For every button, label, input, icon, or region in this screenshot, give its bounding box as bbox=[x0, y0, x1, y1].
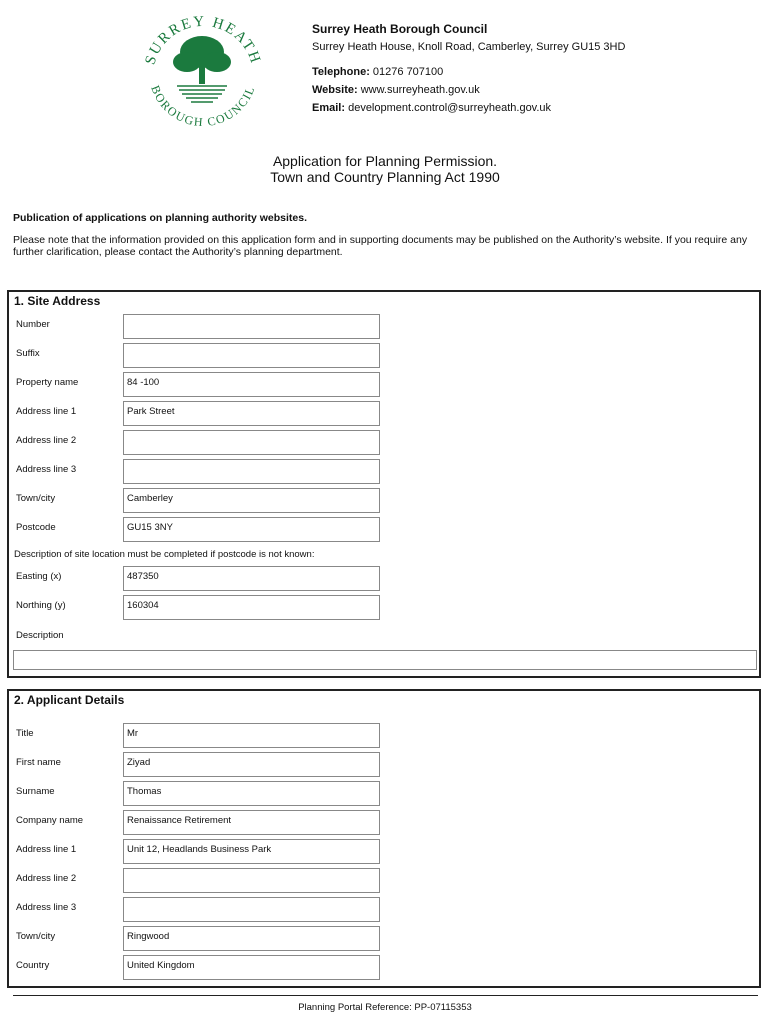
field-label: Address line 3 bbox=[16, 464, 77, 475]
council-telephone: Telephone: 01276 707100 bbox=[312, 66, 444, 78]
title-field[interactable]: Mr bbox=[123, 723, 380, 748]
country-row bbox=[9, 955, 759, 980]
easting-row bbox=[9, 566, 759, 591]
applicant-town-field[interactable]: Ringwood bbox=[123, 926, 380, 951]
address-line2-row bbox=[9, 430, 759, 455]
address-line3-field[interactable] bbox=[123, 459, 380, 484]
section-heading: 2. Applicant Details bbox=[14, 693, 125, 707]
field-label: Address line 2 bbox=[16, 435, 77, 446]
field-label: Town/city bbox=[16, 493, 56, 504]
applicant-address-line2-field[interactable] bbox=[123, 868, 380, 893]
field-label: Title bbox=[16, 728, 34, 739]
postcode-field[interactable]: GU15 3NY bbox=[123, 517, 380, 542]
publication-note: Please note that the information provided on this application form and in supporting documents may be published on the Authority’s website. If you require any further clarification, please contact the Authority’s planning department. bbox=[13, 234, 748, 258]
field-label: Address line 2 bbox=[16, 873, 77, 884]
easting-field[interactable]: 487350 bbox=[123, 566, 380, 591]
tree-icon bbox=[173, 36, 231, 84]
applicant-address1-row bbox=[9, 839, 759, 864]
publication-heading: Publication of applications on planning authority websites. bbox=[13, 212, 308, 224]
council-address: Surrey Heath House, Knoll Road, Camberley, Surrey GU15 3HD bbox=[312, 41, 626, 53]
address-line1-row bbox=[9, 401, 759, 426]
field-label: Town/city bbox=[16, 931, 56, 942]
field-label: Surname bbox=[16, 786, 55, 797]
form-title-line2: Town and Country Planning Act 1990 bbox=[270, 169, 500, 185]
portal-reference: Planning Portal Reference: PP-07115353 bbox=[298, 1002, 472, 1013]
field-label: Address line 3 bbox=[16, 902, 77, 913]
company-field[interactable]: Renaissance Retirement bbox=[123, 810, 380, 835]
applicant-address2-row bbox=[9, 868, 759, 893]
footer-divider bbox=[13, 995, 758, 996]
council-website[interactable]: Website: www.surreyheath.gov.uk bbox=[312, 84, 480, 96]
applicant-address3-row bbox=[9, 897, 759, 922]
applicant-town-row bbox=[9, 926, 759, 951]
field-label: Company name bbox=[16, 815, 84, 826]
logo-bottom-text: BOROUGH COUNCIL bbox=[148, 83, 258, 130]
first-name-row bbox=[9, 752, 759, 777]
surname-row bbox=[9, 781, 759, 806]
applicant-address-line1-field[interactable]: Unit 12, Headlands Business Park bbox=[123, 839, 380, 864]
council-contact bbox=[312, 20, 625, 117]
council-email[interactable]: Email: development.control@surreyheath.gov.uk bbox=[312, 102, 552, 114]
field-label: Suffix bbox=[16, 348, 40, 359]
form-title-line1: Application for Planning Permission. bbox=[272, 153, 498, 169]
field-label: Address line 1 bbox=[16, 406, 77, 417]
field-label: Address line 1 bbox=[16, 844, 77, 855]
address-line1-field[interactable]: Park Street bbox=[123, 401, 380, 426]
address-line3-row bbox=[9, 459, 759, 484]
field-label: First name bbox=[16, 757, 61, 768]
number-field[interactable] bbox=[123, 314, 380, 339]
number-row bbox=[9, 314, 759, 339]
first-name-field[interactable]: Ziyad bbox=[123, 752, 380, 777]
title-row bbox=[9, 723, 759, 748]
applicant-details-section bbox=[7, 689, 761, 988]
description-label: Description bbox=[16, 630, 64, 641]
location-note: Description of site location must be completed if postcode is not known: bbox=[14, 549, 315, 560]
town-field[interactable]: Camberley bbox=[123, 488, 380, 513]
logo-top-text: SURREY HEATH bbox=[142, 13, 264, 67]
property-name-field[interactable]: 84 -100 bbox=[123, 372, 380, 397]
applicant-address-line3-field[interactable] bbox=[123, 897, 380, 922]
site-address-section bbox=[7, 290, 761, 678]
surname-field[interactable]: Thomas bbox=[123, 781, 380, 806]
postcode-row bbox=[9, 517, 759, 542]
form-title bbox=[0, 153, 770, 185]
town-row bbox=[9, 488, 759, 513]
description-field[interactable] bbox=[13, 650, 757, 670]
northing-field[interactable]: 160304 bbox=[123, 595, 380, 620]
field-label: Northing (y) bbox=[16, 600, 66, 611]
northing-row bbox=[9, 595, 759, 620]
council-logo bbox=[135, 10, 270, 130]
suffix-field[interactable] bbox=[123, 343, 380, 368]
council-name: Surrey Heath Borough Council bbox=[312, 22, 488, 36]
company-row bbox=[9, 810, 759, 835]
field-label: Property name bbox=[16, 377, 79, 388]
field-label: Postcode bbox=[16, 522, 56, 533]
field-label: Country bbox=[16, 960, 50, 971]
property-name-row bbox=[9, 372, 759, 397]
country-field[interactable]: United Kingdom bbox=[123, 955, 380, 980]
suffix-row bbox=[9, 343, 759, 368]
section-heading: 1. Site Address bbox=[14, 294, 101, 308]
field-label: Easting (x) bbox=[16, 571, 62, 582]
field-label: Number bbox=[16, 319, 50, 330]
address-line2-field[interactable] bbox=[123, 430, 380, 455]
